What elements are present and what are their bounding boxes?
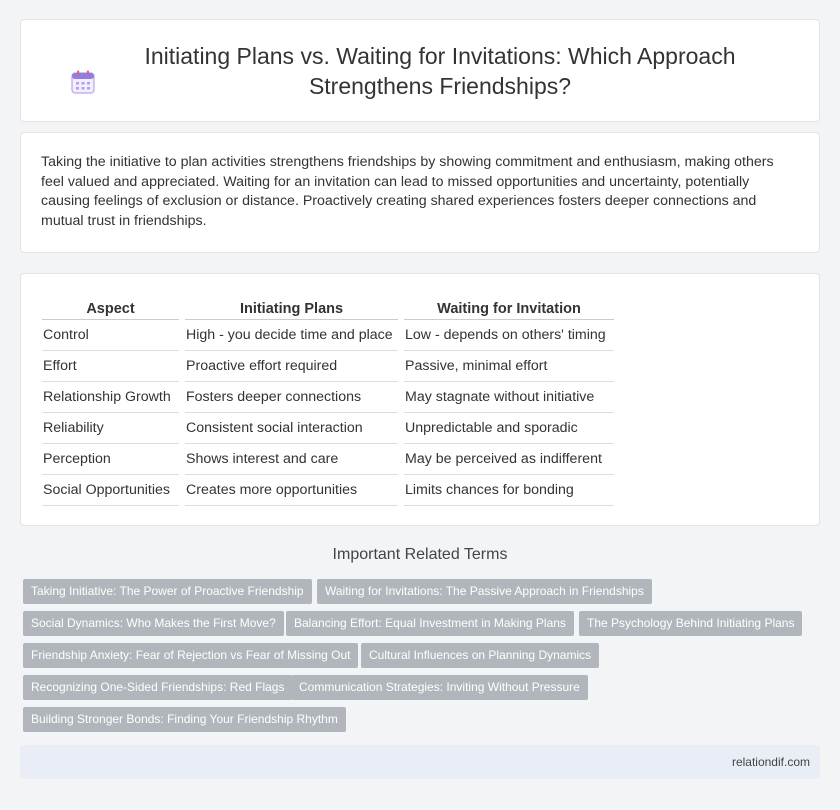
calendar-icon xyxy=(70,69,96,95)
related-term-tag[interactable]: Building Stronger Bonds: Finding Your Friendship Rhythm xyxy=(23,707,346,732)
related-term-tag[interactable]: Social Dynamics: Who Makes the First Move? xyxy=(23,611,284,636)
table-cell: Low - depends on others' timing xyxy=(404,320,614,351)
table-cell: May stagnate without initiative xyxy=(404,382,614,413)
intro-card xyxy=(20,132,820,253)
footer xyxy=(20,745,820,779)
table-row xyxy=(42,320,614,351)
related-term-tag[interactable]: Recognizing One-Sided Friendships: Red Flags xyxy=(23,675,292,700)
related-term-tag[interactable]: Cultural Influences on Planning Dynamics xyxy=(361,643,599,668)
table-row xyxy=(42,444,614,475)
table-cell: Social Opportunities xyxy=(42,475,179,506)
table-cell: Passive, minimal effort xyxy=(404,351,614,382)
related-term-tag[interactable]: The Psychology Behind Initiating Plans xyxy=(579,611,802,636)
table-cell: May be perceived as indifferent xyxy=(404,444,614,475)
table-cell: Limits chances for bonding xyxy=(404,475,614,506)
site-link[interactable]: relationdif.com xyxy=(731,755,810,769)
table-cell: Proactive effort required xyxy=(185,351,398,382)
table-row xyxy=(42,413,614,444)
comparison-card xyxy=(20,273,820,526)
column-header-aspect: Aspect xyxy=(42,294,179,320)
related-term-tag[interactable]: Balancing Effort: Equal Investment in Making Plans xyxy=(286,611,574,636)
related-term-tag[interactable]: Taking Initiative: The Power of Proactive Friendship xyxy=(23,579,312,604)
related-term-tag[interactable]: Communication Strategies: Inviting Without Pressure xyxy=(291,675,588,700)
table-cell: Reliability xyxy=(42,413,179,444)
comparison-table xyxy=(36,294,620,506)
table-cell: Unpredictable and sporadic xyxy=(404,413,614,444)
table-cell: Perception xyxy=(42,444,179,475)
related-term-tag[interactable]: Waiting for Invitations: The Passive Approach in Friendships xyxy=(317,579,652,604)
title-card xyxy=(20,19,820,122)
page-title: Initiating Plans vs. Waiting for Invitations: Which Approach Strengthens Friendships? xyxy=(144,42,736,99)
table-cell: Creates more opportunities xyxy=(185,475,398,506)
related-terms-title: Important Related Terms xyxy=(332,546,508,563)
table-cell: Relationship Growth xyxy=(42,382,179,413)
column-header-initiating: Initiating Plans xyxy=(185,294,398,320)
table-header-row xyxy=(42,294,614,320)
table-cell: Consistent social interaction xyxy=(185,413,398,444)
table-row xyxy=(42,382,614,413)
table-cell: High - you decide time and place xyxy=(185,320,398,351)
column-header-waiting: Waiting for Invitation xyxy=(404,294,614,320)
related-term-tag[interactable]: Friendship Anxiety: Fear of Rejection vs Fear of Missing Out xyxy=(23,643,358,668)
table-cell: Control xyxy=(42,320,179,351)
table-row xyxy=(42,475,614,506)
table-cell: Fosters deeper connections xyxy=(185,382,398,413)
table-row xyxy=(42,351,614,382)
table-cell: Effort xyxy=(42,351,179,382)
table-cell: Shows interest and care xyxy=(185,444,398,475)
intro-text: Taking the initiative to plan activities strengthens friendships by showing commitment and enthusiasm, making others feel valued and appreciated. Waiting for an invitation can lead to missed opportunities and uncertainty, potentially causing feelings of exclusion or distance. Proactively creating shared experiences fosters deeper connections and mutual trust in friendships. xyxy=(41,154,774,229)
